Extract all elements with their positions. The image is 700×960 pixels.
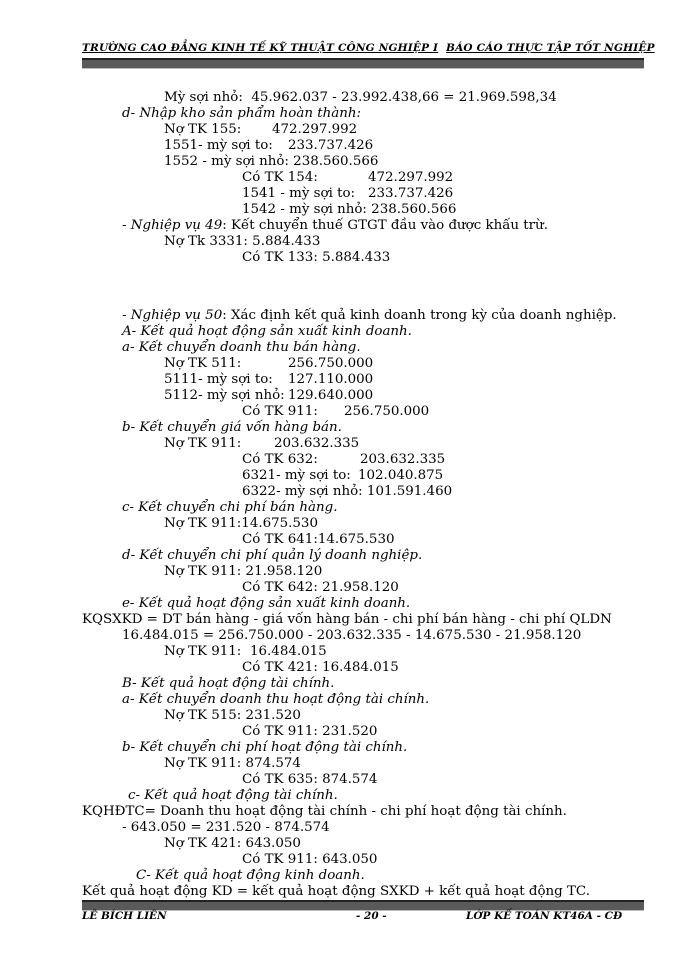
text-line: 5111- mỳ sợi to: 127.110.000 bbox=[164, 372, 374, 387]
subheading: b- Kết chuyển chi phí hoạt động tài chính. bbox=[122, 740, 408, 755]
subheading: e- Kết quả hoạt động sản xuất kinh doanh. bbox=[122, 596, 411, 611]
text-line: Nợ TK 911: 16.484.015 bbox=[164, 644, 327, 659]
subheading: c- Kết chuyển chi phí bán hàng. bbox=[122, 500, 338, 515]
header-report-title: BÁO CÁO THỰC TẬP TỐT NGHIỆP bbox=[446, 42, 655, 54]
text-line: Có TK 641:14.675.530 bbox=[242, 532, 395, 547]
text-line: 1551- mỳ sợi to: 233.737.426 bbox=[164, 138, 374, 153]
text-line: Có TK 154: 472.297.992 bbox=[242, 170, 454, 185]
subheading: a- Kết chuyển doanh thu bán hàng. bbox=[122, 340, 361, 355]
header-rule bbox=[82, 58, 644, 69]
text-line: Nợ TK 911: 21.958.120 bbox=[164, 564, 323, 579]
text-line: Nợ TK 515: 231.520 bbox=[164, 708, 301, 723]
subheading: C- Kết quả hoạt động kinh doanh. bbox=[136, 868, 365, 883]
text-line: Nợ TK 911: 874.574 bbox=[164, 756, 301, 771]
text-line: Có TK 911: 643.050 bbox=[242, 852, 378, 867]
subheading: A- Kết quả hoạt động sản xuất kinh doanh. bbox=[122, 324, 412, 339]
subheading: d- Nhập kho sản phẩm hoàn thành: bbox=[122, 106, 361, 121]
text-line: Nợ TK 421: 643.050 bbox=[164, 836, 301, 851]
text-line: Nợ TK 911:14.675.530 bbox=[164, 516, 318, 531]
text-line: 6321- mỳ sợi to: 102.040.875 bbox=[242, 468, 444, 483]
footer-page-number: - 20 - bbox=[356, 910, 387, 922]
text-line: Nợ TK 911: 203.632.335 bbox=[164, 436, 360, 451]
formula-line: Kết quả hoạt động KD = kết quả hoạt động SXKD + kết quả hoạt động TC. bbox=[82, 884, 590, 899]
text-line: 1552 - mỳ sợi nhỏ: 238.560.566 bbox=[164, 154, 379, 169]
text-line: Có TK 911: 231.520 bbox=[242, 724, 378, 739]
footer-class: LỚP KẾ TOÁN KT46A - CĐ bbox=[466, 910, 623, 922]
subheading: b- Kết chuyển giá vốn hàng bán. bbox=[122, 420, 342, 435]
text-line: 6322- mỳ sợi nhỏ: 101.591.460 bbox=[242, 484, 453, 499]
text-line: Có TK 635: 874.574 bbox=[242, 772, 378, 787]
text-line: Có TK 911: 256.750.000 bbox=[242, 404, 430, 419]
text-line: 1541 - mỳ sợi to: 233.737.426 bbox=[242, 186, 454, 201]
formula-line: 16.484.015 = 256.750.000 - 203.632.335 - 14.675.530 - 21.958.120 bbox=[122, 628, 582, 643]
text-line: Có TK 421: 16.484.015 bbox=[242, 660, 399, 675]
text-line: Có TK 133: 5.884.433 bbox=[242, 250, 391, 265]
text-line: - Nghiệp vụ 49: Kết chuyển thuế GTGT đầu vào được khấu trừ. bbox=[122, 218, 548, 233]
subheading: d- Kết chuyển chi phí quản lý doanh nghiệp. bbox=[122, 548, 423, 563]
subheading: B- Kết quả hoạt động tài chính. bbox=[122, 676, 335, 691]
text-line: Nợ TK 155: 472.297.992 bbox=[164, 122, 358, 137]
text-line: Có TK 642: 21.958.120 bbox=[242, 580, 399, 595]
subheading: a- Kết chuyển doanh thu hoạt động tài chính. bbox=[122, 692, 430, 707]
formula-line: KQHĐTC= Doanh thu hoạt động tài chính - chi phí hoạt động tài chính. bbox=[82, 804, 567, 819]
header-school: TRƯỜNG CAO ĐẲNG KINH TẾ KỸ THUẬT CÔNG NGHIỆP I bbox=[82, 42, 439, 54]
footer-author: LÊ BÍCH LIÊN bbox=[82, 910, 167, 922]
text-line: Có TK 632: 203.632.335 bbox=[242, 452, 446, 467]
text-line: Nợ TK 511: 256.750.000 bbox=[164, 356, 374, 371]
text-line: Mỳ sợi nhỏ: 45.962.037 - 23.992.438,66 = 21.969.598,34 bbox=[164, 90, 557, 105]
text-line: 1542 - mỳ sợi nhỏ: 238.560.566 bbox=[242, 202, 457, 217]
formula-line: KQSXKD = DT bán hàng - giá vốn hàng bán - chi phí bán hàng - chi phí QLDN bbox=[82, 612, 612, 627]
text-line: - Nghiệp vụ 50: Xác định kết quả kinh doanh trong kỳ của doanh nghiệp. bbox=[122, 308, 617, 323]
text-line: 5112- mỳ sợi nhỏ: 129.640.000 bbox=[164, 388, 374, 403]
text-line: Nợ Tk 3331: 5.884.433 bbox=[164, 234, 321, 249]
subheading: c- Kết quả hoạt động tài chính. bbox=[128, 788, 338, 803]
formula-line: - 643.050 = 231.520 - 874.574 bbox=[122, 820, 330, 835]
